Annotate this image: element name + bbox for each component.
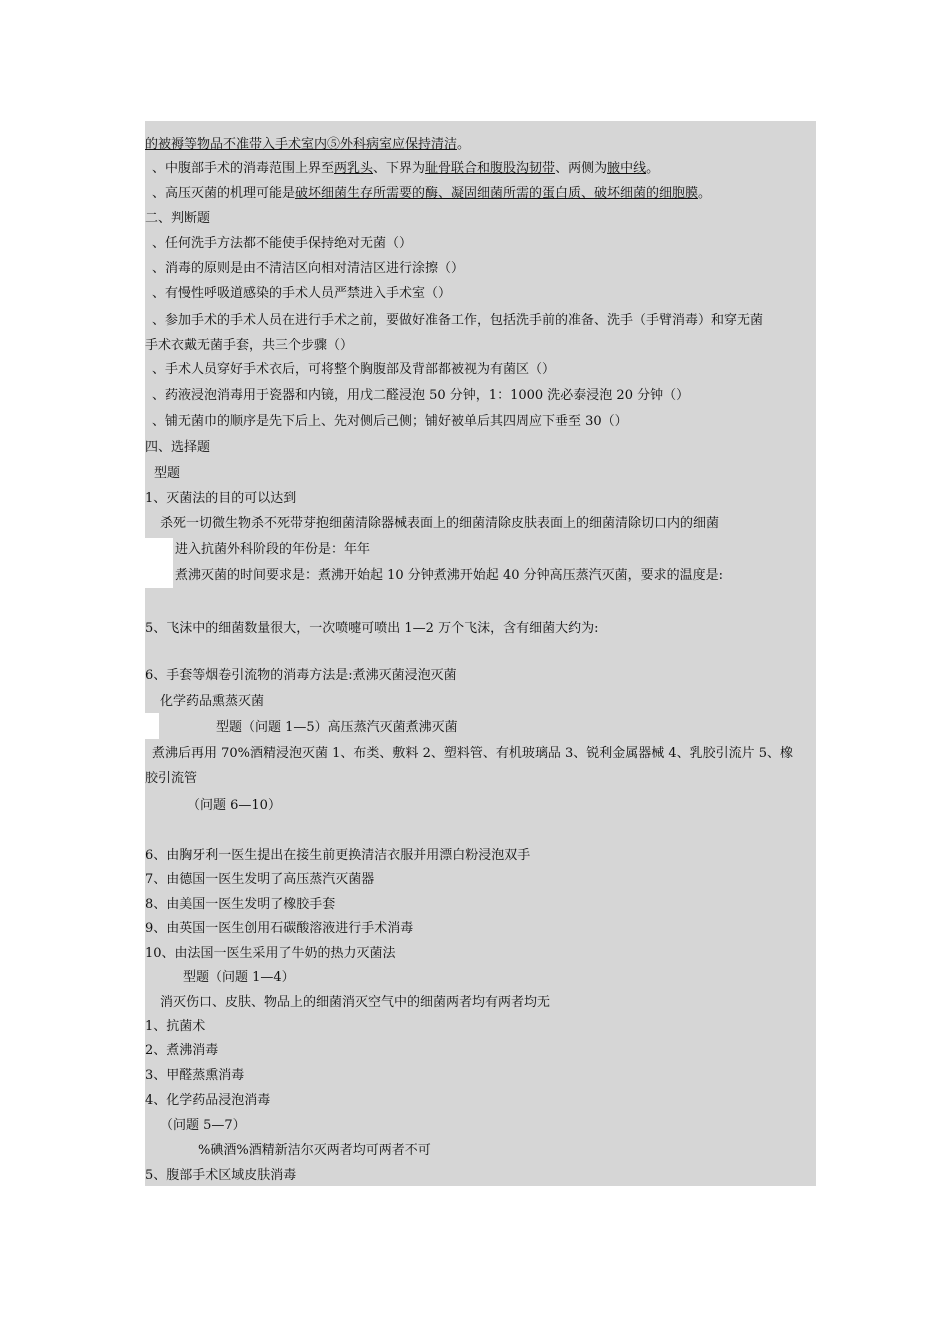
text-line bbox=[145, 1019, 205, 1035]
text-segment: 、高压灭菌的机理可能是 bbox=[152, 186, 296, 201]
text-segment: 、有慢性呼吸道感染的手术人员严禁进入手术室（） bbox=[152, 286, 452, 301]
text-segment: 、手术人员穿好手术衣后，可将整个胸腹部及背部都被视为有菌区（） bbox=[152, 362, 556, 377]
text-segment: 手术衣戴无菌手套，共三个步骤（） bbox=[145, 338, 354, 353]
text-line bbox=[216, 720, 458, 736]
text-segment: 6、手套等烟卷引流物的消毒方法是:煮沸灭菌浸泡灭菌 bbox=[145, 668, 457, 683]
text-segment: 四、选择题 bbox=[145, 440, 211, 455]
underlined-answer: 两乳头 bbox=[334, 161, 374, 176]
text-line bbox=[152, 161, 659, 177]
text-segment: 。 bbox=[646, 161, 660, 176]
text-line bbox=[187, 798, 281, 814]
section-heading bbox=[145, 211, 210, 227]
text-segment: 型题（问题 1—4） bbox=[183, 970, 295, 985]
page-notch bbox=[145, 538, 173, 588]
text-segment: 7、由德国一医生发明了高压蒸汽灭菌器 bbox=[145, 872, 375, 887]
section-heading bbox=[145, 440, 210, 456]
text-line bbox=[145, 338, 353, 354]
text-segment: %碘酒%酒精新洁尔灭两者均可两者不可 bbox=[198, 1143, 431, 1158]
text-segment: 、下界为 bbox=[373, 161, 426, 176]
text-segment: 型题（问题 1—5）高压蒸汽灭菌煮沸灭菌 bbox=[216, 720, 458, 735]
underlined-answer: 耻骨联合和腹股沟韧带 bbox=[425, 161, 556, 176]
text-line bbox=[154, 466, 180, 482]
text-segment: 6、由胸牙利一医生提出在接生前更换清洁衣服并用漂白粉浸泡双手 bbox=[145, 848, 531, 863]
text-line bbox=[145, 848, 530, 864]
text-segment: 。 bbox=[457, 137, 471, 152]
text-segment: 杀死一切微生物杀不死带芽抱细菌清除器械表面上的细菌清除皮肤表面上的细菌清除切口内的细菌 bbox=[160, 516, 720, 531]
text-segment: 、铺无菌巾的顺序是先下后上、先对侧后己侧；铺好被单后其四周应下垂至 30（） bbox=[152, 414, 628, 429]
text-segment: 9、由英国一医生创用石碳酸溶液进行手术消毒 bbox=[145, 921, 414, 936]
text-segment: 胶引流管 bbox=[145, 771, 198, 786]
text-line bbox=[160, 995, 550, 1011]
text-line bbox=[145, 946, 396, 962]
text-line bbox=[160, 516, 719, 532]
text-line bbox=[145, 137, 470, 153]
text-segment: 5、飞沫中的细菌数量很大，一次喷嚏可喷出 1—2 万个飞沫，含有细菌大约为: bbox=[145, 621, 599, 636]
text-segment: 煮沸后再用 70%酒精浸泡灭菌 1、布类、敷料 2、塑料管、有机玻璃品 3、锐利金属器械 4、乳胶引流片 5、橡 bbox=[152, 746, 794, 761]
underlined-answer: 破坏细菌生存所需要的酶、凝固细菌所需的蛋白质、破坏细菌的细胞膜 bbox=[295, 186, 699, 201]
text-line bbox=[152, 286, 451, 302]
text-segment: （问题 5—7） bbox=[160, 1118, 246, 1133]
text-line bbox=[198, 1143, 431, 1159]
text-line bbox=[145, 621, 598, 637]
text-segment: 8、由美国一医生发明了橡胶手套 bbox=[145, 897, 336, 912]
text-line bbox=[145, 1043, 218, 1059]
text-line bbox=[145, 897, 335, 913]
text-line bbox=[145, 872, 374, 888]
text-segment: （问题 6—10） bbox=[187, 798, 281, 813]
text-segment: 进入抗菌外科阶段的年份是：年年 bbox=[175, 542, 371, 557]
text-line bbox=[152, 388, 689, 404]
text-line bbox=[145, 1068, 244, 1084]
text-line bbox=[152, 261, 464, 277]
text-line bbox=[152, 362, 555, 378]
text-segment: 10、由法国一医生采用了牛奶的热力灭菌法 bbox=[145, 946, 396, 961]
text-line bbox=[145, 1093, 270, 1109]
text-segment: 煮沸灭菌的时间要求是：煮沸开始起 10 分钟煮沸开始起 40 分钟高压蒸汽灭菌，要求的温度是: bbox=[175, 568, 723, 583]
text-line bbox=[145, 668, 457, 684]
text-line bbox=[152, 746, 793, 762]
text-line bbox=[175, 568, 723, 584]
text-line bbox=[160, 1118, 246, 1134]
text-segment: 2、煮沸消毒 bbox=[145, 1043, 219, 1058]
text-line bbox=[175, 542, 370, 558]
text-line bbox=[145, 491, 296, 507]
underlined-answer: 腋中线 bbox=[607, 161, 647, 176]
document-page bbox=[145, 121, 816, 1186]
page-notch bbox=[145, 713, 159, 739]
text-segment: 二、判断题 bbox=[145, 211, 211, 226]
text-line bbox=[145, 771, 197, 787]
text-segment: 1、抗菌术 bbox=[145, 1019, 206, 1034]
text-segment: 、两侧为 bbox=[555, 161, 608, 176]
text-line bbox=[145, 1168, 296, 1184]
text-line bbox=[152, 186, 711, 202]
text-line bbox=[152, 414, 628, 430]
text-line bbox=[183, 970, 295, 986]
text-segment: 、参加手术的手术人员在进行手术之前，要做好准备工作，包括洗手前的准备、洗手（手臂消毒）和穿无菌 bbox=[152, 313, 764, 328]
underlined-answer: 的被褥等物品不准带入手术室内⑤外科病室应保持清洁 bbox=[145, 137, 458, 152]
text-segment: 、任何洗手方法都不能使手保持绝对无菌（） bbox=[152, 236, 413, 251]
text-segment: 消灭伤口、皮肤、物品上的细菌消灭空气中的细菌两者均有两者均无 bbox=[160, 995, 551, 1010]
text-segment: 化学药品熏蒸灭菌 bbox=[160, 694, 265, 709]
text-segment: 5、腹部手术区域皮肤消毒 bbox=[145, 1168, 297, 1183]
text-segment: 、药液浸泡消毒用于瓷器和内镜，用戊二醛浸泡 50 分钟，1：1000 洗必泰浸泡 20 分钟（） bbox=[152, 388, 690, 403]
text-line bbox=[152, 313, 763, 329]
text-segment: 。 bbox=[698, 186, 712, 201]
text-segment: 4、化学药品浸泡消毒 bbox=[145, 1093, 271, 1108]
text-segment: 、中腹部手术的消毒范围上界至 bbox=[152, 161, 335, 176]
text-line bbox=[152, 236, 412, 252]
text-segment: 3、甲醛蒸熏消毒 bbox=[145, 1068, 245, 1083]
text-segment: 1、灭菌法的目的可以达到 bbox=[145, 491, 297, 506]
text-line bbox=[160, 694, 264, 710]
text-segment: 、消毒的原则是由不清洁区向相对清洁区进行涂擦（） bbox=[152, 261, 465, 276]
text-line bbox=[145, 921, 413, 937]
text-segment: 型题 bbox=[154, 466, 181, 481]
